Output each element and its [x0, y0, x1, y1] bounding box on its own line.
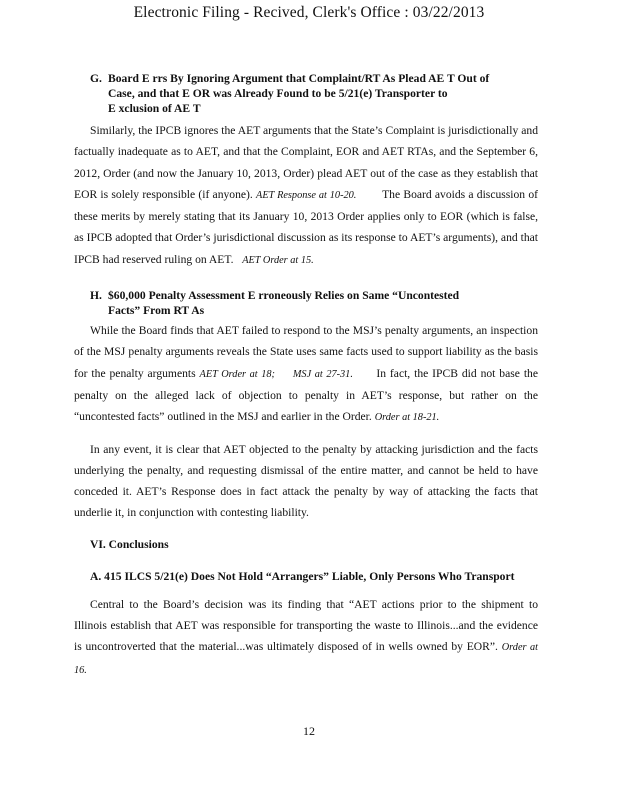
citation: Order at 16. [74, 642, 538, 676]
section-h-heading [74, 288, 538, 318]
citation: Order at 18-21. [374, 412, 440, 424]
section-h-heading-line2: Facts” From RT As [108, 304, 205, 318]
page-number: 12 [303, 724, 315, 738]
section-vi-text: Central to the Board’s decision was its finding that “AET actions prior to the shipment to Illinois establish that AET was responsible for transporting the waste to Illinois...and the evidence is uncontroverted that the material...was ultimately disposed of in wells owned by EOR”. [74, 597, 538, 654]
section-g-letter: G. [90, 72, 102, 85]
section-g-heading-line1: Board E rrs By Ignoring Argument that Complaint/RT As Plead AE T Out of [108, 72, 490, 85]
section-g-text-2: The Board avoids a discussion of these merits by merely stating that its January 10, 2013 Order applies only to EOR (which is false, as IPCB adopted that Order’s jurisdictional discussion as its response to AET’s arguments), and that IPCB had reserved ruling on AET. [74, 187, 541, 266]
section-h-text-2: In fact, the IPCB did not base the penalty on the alleged lack of objection to penalty in AET’s response, but rather on the “uncontested facts” outlined in the MSJ and earlier in the Order. [74, 366, 541, 424]
section-vi-subheading: A. 415 ILCS 5/21(e) Does Not Hold “Arrangers” Liable, Only Persons Who Transport [90, 569, 515, 583]
section-h-heading-line1: $60,000 Penalty Assessment E rroneously Relies on Same “Uncontested [108, 289, 460, 303]
filing-stamp-header: Electronic Filing - Recived, Clerk's Office : 03/22/2013 [133, 4, 485, 21]
section-h-paragraph-1 [74, 320, 541, 428]
section-g-heading-line2: Case, and that E OR was Already Found to be 5/21(e) Transporter to [108, 87, 448, 100]
section-h-letter: H. [90, 289, 102, 303]
section-h-text: While the Board finds that AET failed to respond to the MSJ’s penalty arguments, an inspection of the MSJ penalty arguments reveals the State uses same facts used to support liability as the basis for the penalty arguments [74, 324, 538, 380]
section-h-paragraph-2: In any event, it is clear that AET objected to the penalty by attacking jurisdiction and the facts underlying the penalty, and requesting dismissal of the entire matter, and cannot be held to have conceded it. AET’s Response does in fact attack the penalty by way of attacking the facts that underlie it, in conjunction with contesting liability. [74, 442, 538, 520]
section-g-paragraph [74, 120, 541, 271]
citation: AET Response at 10-20. [256, 189, 357, 201]
section-g-text: Similarly, the IPCB ignores the AET arguments that the State’s Complaint is jurisdictionally and factually inadequate as to AET, and that the Complaint, EOR and AET RTAs, and the September 6, 2012, Order (and now the January 10, 2013, Order) plead AET out of the case as they establish that EOR is solely responsible (if anyone). [74, 124, 538, 201]
section-g-heading-line3: E xclusion of AE T [108, 102, 201, 115]
section-vi-heading: VI. Conclusions [90, 537, 169, 551]
citation: AET Order at 18; MSJ at 27-31. [199, 368, 353, 380]
section-vi-paragraph [74, 594, 538, 681]
citation: AET Order at 15. [242, 254, 314, 266]
section-g-heading [74, 71, 538, 116]
document-body [74, 71, 541, 681]
